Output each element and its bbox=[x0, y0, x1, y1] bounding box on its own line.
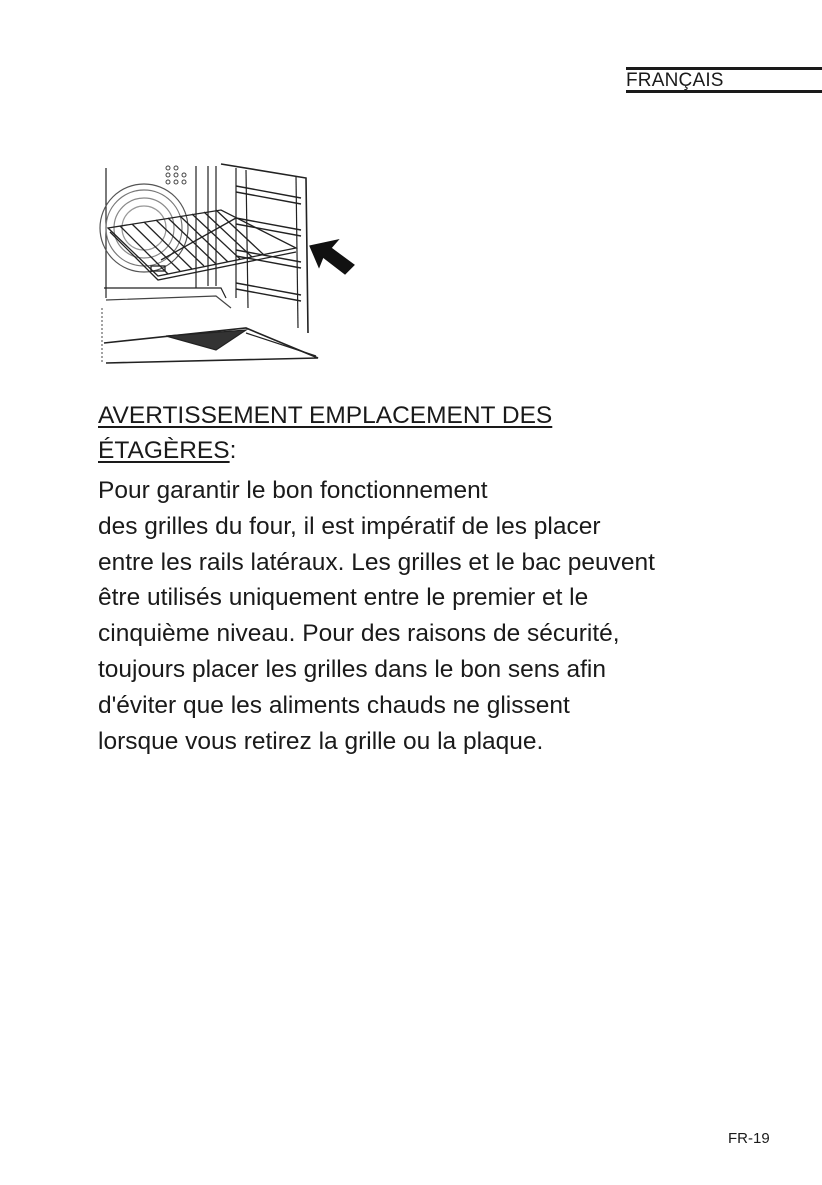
warning-heading-colon: : bbox=[229, 437, 237, 464]
language-header bbox=[626, 67, 822, 93]
body-line: lorsque vous retirez la grille ou la plaque. bbox=[98, 727, 544, 755]
body-line: des grilles du four, il est impératif de les placer bbox=[98, 512, 601, 540]
warning-heading-line2: ÉTAGÈRES bbox=[98, 437, 230, 464]
body-line: cinquième niveau. Pour des raisons de sécurité, bbox=[98, 620, 620, 648]
body-line: être utilisés uniquement entre le premier et le bbox=[98, 584, 589, 612]
warning-heading bbox=[98, 398, 718, 468]
body-line: entre les rails latéraux. Les grilles et le bac peuvent bbox=[98, 548, 655, 576]
wire-rack-icon bbox=[108, 210, 296, 280]
vent-holes-icon bbox=[166, 166, 186, 184]
warning-body bbox=[98, 473, 738, 759]
language-label: FRANÇAIS bbox=[626, 70, 724, 91]
oven-rack-illustration bbox=[96, 158, 366, 368]
warning-heading-line1: AVERTISSEMENT EMPLACEMENT DES bbox=[98, 402, 553, 429]
body-line: toujours placer les grilles dans le bon sens afin bbox=[98, 655, 606, 683]
arrow-icon bbox=[310, 240, 354, 274]
body-line: Pour garantir le bon fonctionnement bbox=[98, 477, 488, 504]
page-number: FR-19 bbox=[728, 1130, 770, 1147]
body-line: d'éviter que les aliments chauds ne glissent bbox=[98, 691, 570, 719]
